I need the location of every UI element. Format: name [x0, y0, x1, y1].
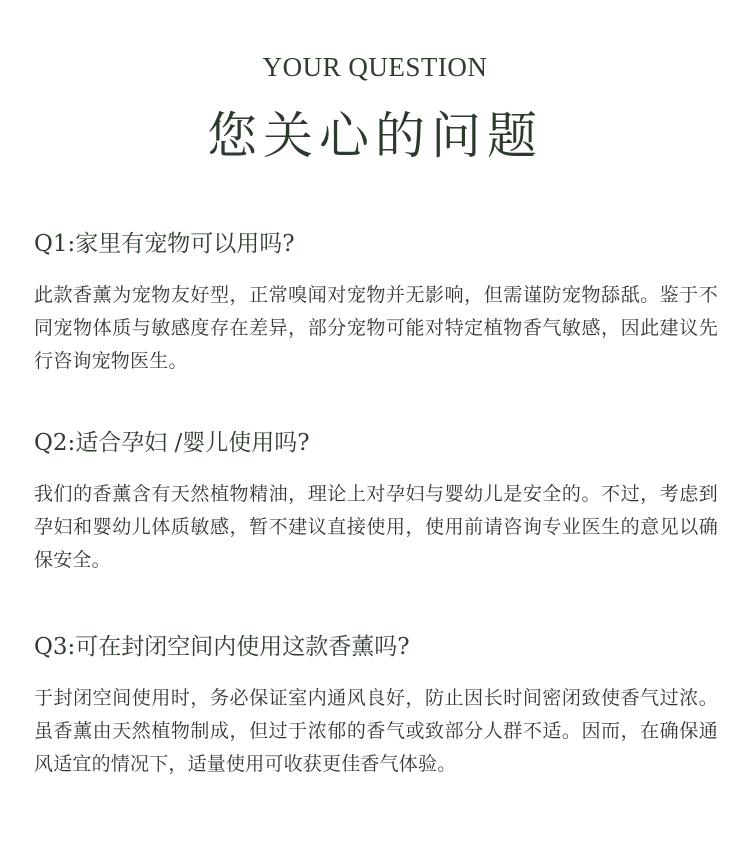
faq-question: Q2:适合孕妇 /婴儿使用吗? [34, 430, 310, 456]
faq-answer: 我们的香薰含有天然植物精油，理论上对孕妇与婴幼儿是安全的。不过，考虑到孕妇和婴幼儿体质敏感，暂不建议直接使用，使用前请咨询专业医生的意见以确保安全。 [34, 483, 718, 571]
faq-question: Q3:可在封闭空间内使用这款香薰吗? [34, 634, 410, 660]
faq-answer: 此款香薰为宠物友好型，正常嗅闻对宠物并无影响，但需谨防宠物舔舐。鉴于不同宠物体质与敏感度存在差异，部分宠物可能对特定植物香气敏感，因此建议先行咨询宠物医生。 [34, 284, 718, 372]
section-eyebrow: YOUR QUESTION [262, 52, 488, 82]
page-title: 您关心的问题 [207, 107, 543, 165]
faq-item [34, 428, 718, 577]
faq-item [34, 632, 718, 781]
faq-question: Q1:家里有宠物可以用吗? [34, 231, 295, 257]
faq-answer: 于封闭空间使用时，务必保证室内通风良好，防止因长时间密闭致使香气过浓。虽香薰由天然植物制成，但过于浓郁的香气或致部分人群不适。因而，在确保通风适宜的情况下，适量使用可收获更佳香气体验。 [34, 687, 718, 775]
faq-item [34, 229, 718, 378]
